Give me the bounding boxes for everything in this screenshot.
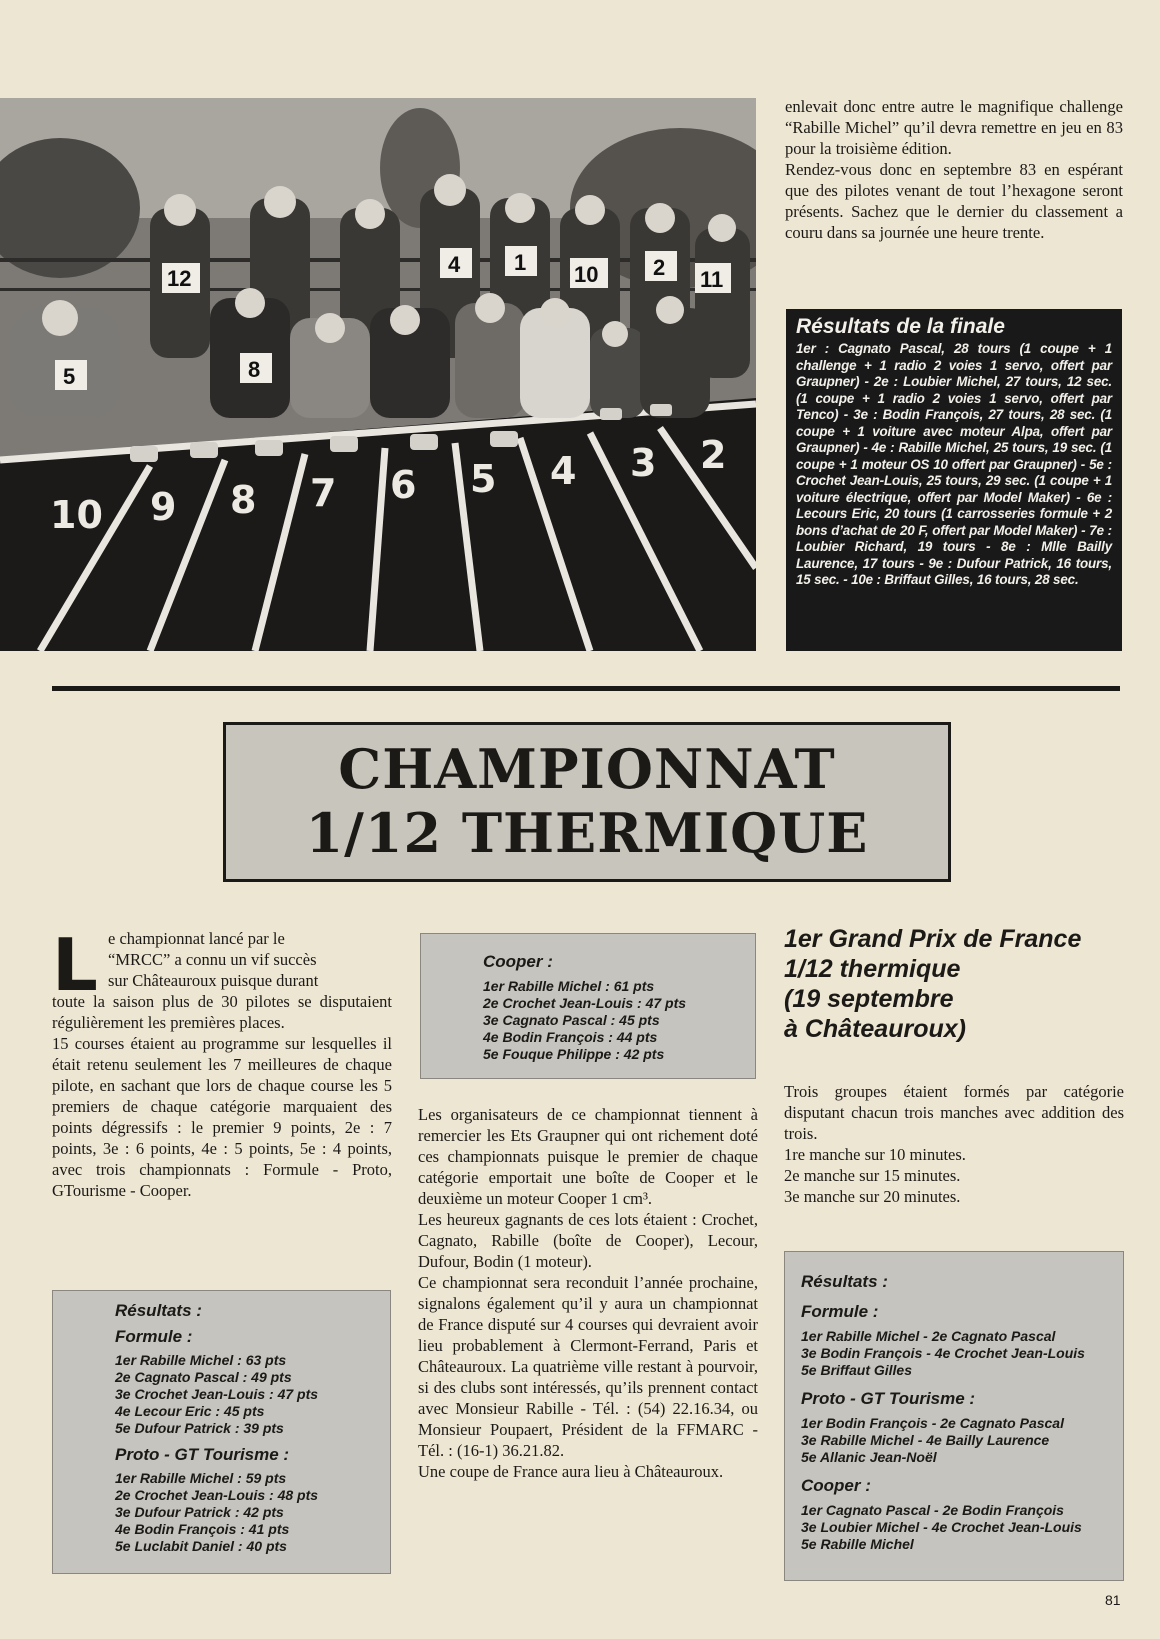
formule-results-list: 1er Rabille Michel : 63 pts 2e Cagnato Pascal : 49 pts 3e Crochet Jean-Louis : 47 pts 4e Lecour Eric : 45 pts 5e Dufour Patrick : 39 pts (115, 1352, 319, 1436)
proto-gt-title: Proto - GT Tourisme : (115, 1445, 290, 1464)
bib-number: 8 (248, 357, 261, 382)
bib-number: 4 (448, 252, 461, 277)
column3-body-text: Trois groupes étaient formés par catégorie disputant chacun trois manches avec addition des trois. 1re manche sur 10 minutes. 2e manche sur 15 minutes. 3e manche sur 20 minutes. (784, 1082, 1124, 1206)
track-number: 2 (700, 433, 727, 477)
cooper-title: Cooper : (483, 952, 553, 971)
headline-line-2: 1/12 THERMIQUE (305, 801, 869, 865)
headline-line-1: CHAMPIONNAT (338, 737, 836, 801)
cooper-results-list: 1er Cagnato Pascal - 2e Bodin François 3e Loubier Michel - 4e Crochet Jean-Louis 5e Rabille Michel (801, 1502, 1082, 1552)
grand-prix-title: 1er Grand Prix de France 1/12 thermique (19 septembre à Châteauroux) (784, 925, 1082, 1043)
photo-drawing (0, 98, 756, 651)
finale-results-title: Résultats de la finale (796, 315, 1005, 338)
formule-results-list: 1er Rabille Michel - 2e Cagnato Pascal 3e Bodin François - 4e Crochet Jean-Louis 5e Briffaut Gilles (801, 1328, 1085, 1378)
track-number: 10 (50, 493, 103, 537)
cooper-results-box (420, 933, 756, 1079)
column1-intro-text: e championnat lancé par le “MRCC” a connu un vif succès sur Châteauroux puisque durant (108, 929, 319, 990)
finale-results-text: 1er : Cagnato Pascal, 28 tours (1 coupe + 1 challenge + 1 radio 2 voies 1 servo, offert par Graupner) - 2e : Loubier Michel, 27 tours, 12 sec. (1 coupe + 1 radio 2 voies 1 servo, offert par Tenco) - 3e : Bodin François, 27 tours, 28 sec. (1 coupe + 1 voiture avec moteur Alpa, offert par Graupner) - 4e : Rabille Michel, 25 tours, 19 sec. (1 coupe + 1 moteur OS 10 offert par Graupner) - 5e : Crochet Jean-Louis, 25 tours, 29 sec. (1 coupe + 1 voiture électrique, offert par Model Maker) - 6e : Lecours Eric, 20 tours (1 carrosseries formule + 2 bons d’achat de 20 F, offert par Model Maker) - 7e : Loubier Richard, 19 tours - 8e : Mlle Bailly Laurence, 17 tours - 9e : Dufour Patrick, 16 tours, 15 sec. - 10e : Briffaut Gilles, 16 tours, 28 sec. (796, 341, 1112, 587)
drop-cap: L (52, 923, 98, 1007)
track-number: 8 (230, 478, 257, 522)
track-number: 5 (470, 457, 497, 501)
track-number: 6 (390, 463, 417, 507)
track-number: 7 (310, 471, 337, 515)
intro-continuation-text: enlevait donc entre autre le magnifique challenge “Rabille Michel” qu’il devra remettre en jeu en 83 pour la troisième édition. Rendez-vous donc en septembre 83 en espérant que des pilotes venant de tout l’hexagone seront présents. Sachez que le dernier du classement a couru dans sa journée une heure trente. (785, 97, 1123, 242)
formule-title: Formule : (115, 1327, 193, 1346)
proto-gt-results-list: 1er Bodin François - 2e Cagnato Pascal 3e Rabille Michel - 4e Bailly Laurence 5e Allanic Jean-Noël (801, 1415, 1064, 1465)
proto-gt-title: Proto - GT Tourisme : (801, 1389, 976, 1408)
track-number: 9 (150, 485, 177, 529)
cooper-title: Cooper : (801, 1476, 871, 1495)
column1-results-box (52, 1290, 391, 1574)
section-divider (52, 686, 1120, 691)
cooper-results-list: 1er Rabille Michel : 61 pts 2e Crochet Jean-Louis : 47 pts 3e Cagnato Pascal : 45 pts 4e Bodin François : 44 pts 5e Fouque Philippe : 42 pts (483, 978, 687, 1062)
results-title: Résultats : (115, 1301, 202, 1320)
bib-number: 11 (700, 267, 724, 292)
bib-number: 12 (167, 266, 192, 291)
bib-number: 2 (653, 255, 666, 280)
column1-body-text: toute la saison plus de 30 pilotes se disputaient régulièrement les premières places. 15 courses étaient au programme sur lesquelles il était retenu seulement les 7 meilleures de chaque pilote, en sachant que lors de chaque course les 5 premiers de chaque catégorie marquaient des points dégressifs : le premier 9 points, 2e : 7 points, 3e : 6 points, 4e : 5 points, 5e : 4 points, avec trois championnats : Formule - Proto, GTourisme - Cooper. (52, 992, 392, 1200)
track-number: 4 (550, 449, 577, 493)
bib-number: 10 (574, 262, 599, 287)
formule-title: Formule : (801, 1302, 879, 1321)
column3-results-box (784, 1251, 1124, 1581)
headline-box (223, 722, 951, 882)
bib-number: 5 (63, 364, 76, 389)
finale-results-box (786, 309, 1122, 651)
results-title: Résultats : (801, 1272, 888, 1291)
proto-gt-results-list: 1er Rabille Michel : 59 pts 2e Crochet Jean-Louis : 48 pts 3e Dufour Patrick : 42 pts 4e Bodin François : 41 pts 5e Luclabit Daniel : 40 pts (115, 1470, 319, 1554)
group-photo (0, 98, 756, 651)
page-number: 81 (1105, 1592, 1121, 1608)
track-number: 3 (630, 441, 657, 485)
bib-number: 1 (514, 250, 527, 275)
column2-body-text: Les organisateurs de ce championnat tiennent à remercier les Ets Graupner qui ont richement doté ces championnats puisque le premier de chaque catégorie emportait une boîte de Cooper et le deuxième un moteur Cooper 1 cm³. Les heureux gagnants de ces lots étaient : Crochet, Cagnato, Rabille (boîte de Cooper), Lecour, Dufour, Bodin (1 moteur). Ce championnat sera reconduit l’année prochaine, signalons également qu’il y aura un championnat de France disputé sur 4 courses qui devraient avoir lieu probablement à Clermont-Ferrand, Paris et Châteauroux. La quatrième ville restant à pourvoir, si des clubs sont intéressés, qu’ils prennent contact avec Monsieur Rabille - Tél. : (54) 22.16.34, ou Monsieur Poupaert, Président de la FFMARC - Tél. : (16-1) 36.21.82. Une coupe de France aura lieu à Châteauroux. (418, 1105, 758, 1481)
